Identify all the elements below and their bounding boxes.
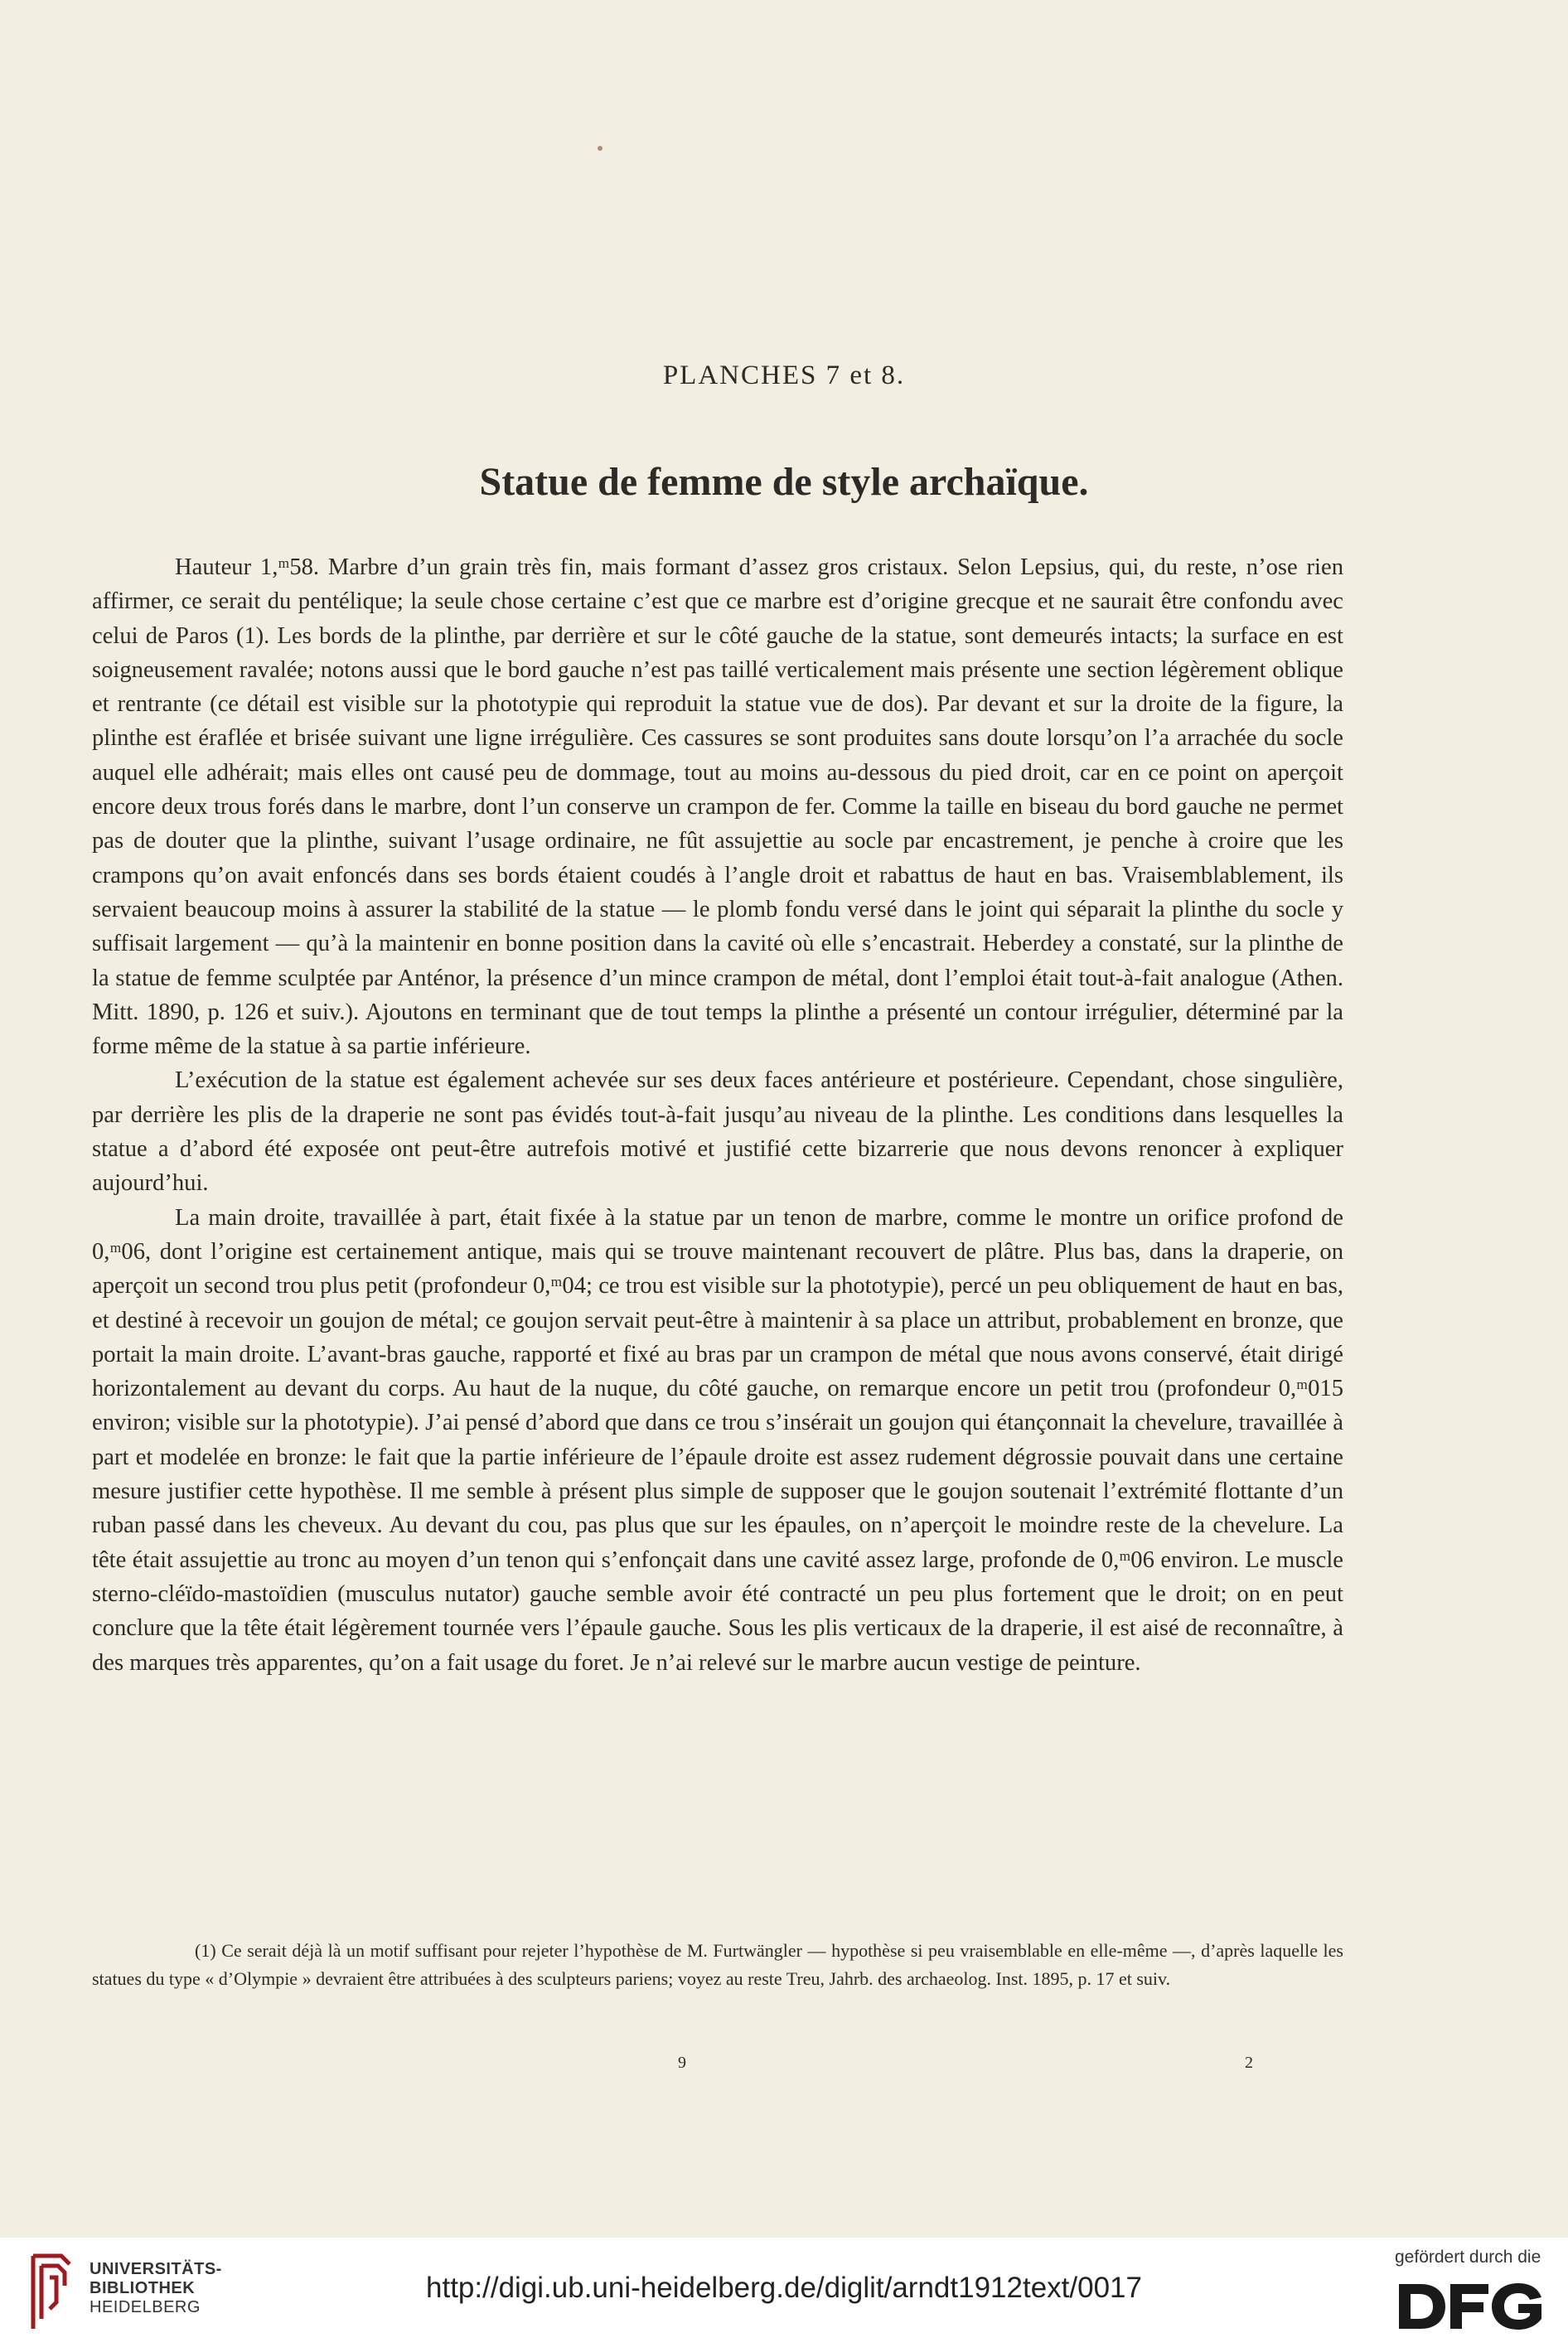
- article-title: Statue de femme de style archaïque.: [479, 460, 1089, 504]
- plate-header: PLANCHES 7 et 8.: [662, 361, 906, 390]
- signature-mark-right: 2: [1245, 2054, 1253, 2072]
- footnote-text: (1) Ce serait déjà là un motif suffisant pour rejeter l’hypothèse de M. Furtwängler — hypothèse si peu vraisemblable en elle-même —, d’après laquelle les statues du type « d’Olympie » devraient être attribuées à des sculpteurs pariens; voyez au reste Treu, Jahrb. des archaeolog. Inst. 1895, p. 17 et suiv.: [92, 1940, 1343, 1989]
- body-text: [92, 550, 1343, 1680]
- dfg-logo-icon[interactable]: [1396, 2281, 1545, 2332]
- page-mark-dot: [598, 146, 603, 151]
- signature-mark-left: 9: [678, 2054, 686, 2072]
- university-name-line-3: HEIDELBERG: [90, 2298, 201, 2316]
- sponsor-note: gefördert durch die: [1395, 2248, 1541, 2267]
- university-name-line-1: UNIVERSITÄTS-: [90, 2260, 222, 2278]
- footnote: [92, 1937, 1343, 1993]
- paragraph-3: La main droite, travaillée à part, était fixée à la statue par un tenon de marbre, comme le montre un orifice profond de 0,ᵐ06, dont l’origine est certainement antique, mais qui se trouve maintenant recouvert de plâtre. Plus bas, dans la draperie, on aperçoit un second trou plus petit (profondeur 0,ᵐ04; ce trou est visible sur la phototypie), percé un peu obliquement de haut en bas, et destiné à recevoir un goujon de métal; ce goujon servait peut-être à maintenir à sa place un attribut, probablement en bronze, que portait la main droite. L’avant-bras gauche, rapporté et fixé au bras par un crampon de métal que nous avons conservé, était dirigé horizontalement au devant du corps. Au haut de la nuque, du côté gauche, on remarque encore un petit trou (profondeur 0,ᵐ015 environ; visible sur la phototypie). J’ai pensé d’abord que dans ce trou s’insérait un goujon qui étançonnait la chevelure, travaillée à part et modelée en bronze: le fait que la partie inférieure de l’épaule droite est assez rudement dégrossie pouvait dans une certaine mesure justifier cette hypothèse. Il me semble à présent plus simple de supposer que le goujon soutenait l’extrémité flottante d’un ruban passé dans les cheveux. Au devant du cou, pas plus que sur les épaules, on n’aperçoit le moindre reste de la chevelure. La tête était assujettie au tronc au moyen d’un tenon qui s’enfonçait dans une cavité assez large, profonde de 0,ᵐ06 environ. Le muscle sterno-cléïdo-mastoïdien (musculus nutator) gauche semble avoir été contracté un peu plus fortement que le droit; on en peut conclure que la tête était légèrement tournée vers l’épaule gauche. Sous les plis verticaux de la draperie, il est aisé de reconnaître, à des marques très apparentes, qu’on a fait usage du foret. Je n’ai relevé sur le marbre aucun vestige de peinture.: [92, 1204, 1343, 1676]
- paragraph-1: Hauteur 1,ᵐ58. Marbre d’un grain très fin, mais formant d’assez gros cristaux. Selon Lepsius, qui, du reste, n’ose rien affirmer, ce serait du pentélique; la seule chose certaine c’est que ce marbre est d’origine grecque et ne saurait être confondu avec celui de Paros (1). Les bords de la plinthe, par derrière et sur le côté gauche de la statue, sont demeurés intacts; la surface en est soigneusement ravalée; notons aussi que le bord gauche n’est pas taillé verticalement mais présente une section légèrement oblique et rentrante (ce détail est visible sur la phototypie qui reproduit la statue vue de dos). Par devant et sur la droite de la figure, la plinthe est éraflée et brisée suivant une ligne irrégulière. Ces cassures se sont produites sans doute lorsqu’on l’a arrachée du socle auquel elle adhérait; mais elles ont causé peu de dommage, tout au moins au-dessous du pied droit, car en ce point on aperçoit encore deux trous forés dans le marbre, dont l’un conserve un crampon de fer. Comme la taille en biseau du bord gauche ne permet pas de douter que la plinthe, suivant l’usage ordinaire, ne fût assujettie au socle par encastrement, je penche à croire que les crampons qu’on avait enfoncés dans ses bords étaient coudés à l’angle droit et rabattus de haut en bas. Vraisemblablement, ils servaient beaucoup moins à assurer la stabilité de la statue — le plomb fondu versé dans le joint qui séparait la plinthe du socle y suffisait largement — qu’à la maintenir en bonne position dans la cavité où elle s’encastrait. Heberdey a constaté, sur la plinthe de la statue de femme sculptée par Anténor, la présence d’un mince crampon de métal, dont l’emploi était tout-à-fait analogue (Athen. Mitt. 1890, p. 126 et suiv.). Ajoutons en terminant que de tout temps la plinthe a présenté un contour irrégulier, déterminé par la forme même de la statue à sa partie inférieure.: [92, 554, 1343, 1060]
- university-name-line-2: BIBLIOTHEK: [90, 2279, 196, 2297]
- paragraph-2: L’exécution de la statue est également achevée sur ses deux faces antérieure et postérieure. Cependant, chose singulière, par derrière les plis de la draperie ne sont pas évidés tout-à-fait jusqu’au niveau de la plinthe. Les conditions dans lesquelles la statue a d’abord été exposée ont peut-être autrefois motivé et justifié cette bizarrerie que nous devons renoncer à expliquer aujourd’hui.: [92, 1067, 1343, 1197]
- permalink-url[interactable]: http://digi.ub.uni-heidelberg.de/diglit/arndt1912text/0017: [426, 2272, 1142, 2304]
